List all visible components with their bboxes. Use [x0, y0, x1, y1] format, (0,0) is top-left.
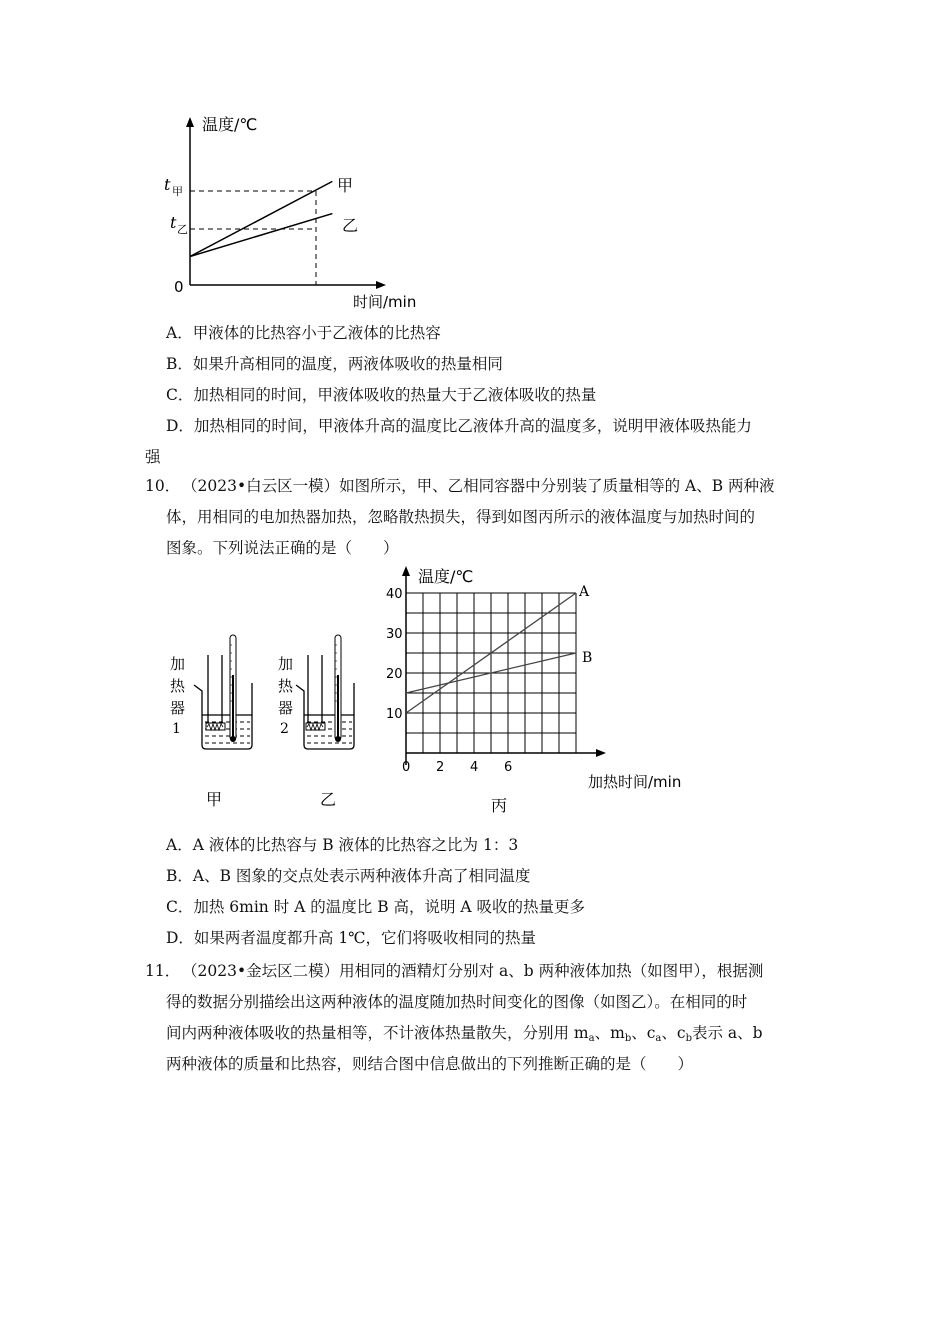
q10-beakers-figure: [160, 625, 370, 815]
q10-stem-line-3: 图象。下列说法正确的是（ ）: [166, 539, 399, 557]
q10-ticks: [386, 587, 512, 775]
beaker-1: [170, 635, 252, 809]
q9-option-c: C．加热相同的时间，甲液体吸收的热量大于乙液体吸收的热量: [166, 386, 597, 404]
q10-x-tick-label: 6: [504, 760, 513, 775]
heater-2-label-char-2: 热: [278, 677, 294, 695]
q9-graph: [150, 105, 440, 315]
q9-y-arrow: [186, 117, 194, 127]
heater-1-label-char-4: 1: [172, 721, 181, 737]
q11-stem-3-post: 表示 a、b: [691, 1024, 763, 1042]
beaker-1-body: [194, 683, 252, 749]
q9-tyi-label: t: [170, 213, 177, 232]
q10-y-arrow: [402, 566, 410, 576]
heater-2-label-char-3: 器: [278, 699, 294, 717]
heater-2-label-char-4: 2: [280, 721, 289, 737]
q9-tyi-sub: 乙: [177, 223, 188, 236]
beaker-1-caption: 甲: [206, 790, 223, 809]
q10-stem-line-2: 体，用相同的电加热器加热，忽略散热损失，得到如图丙所示的液体温度与加热时间的: [166, 508, 756, 526]
q11-sub-cb: b: [685, 1033, 692, 1044]
q10-option-d: D．如果两者温度都升高 1℃，它们将吸收相同的热量: [166, 929, 537, 947]
heater-1-label-char-3: 器: [170, 699, 186, 717]
q9-x-arrow: [376, 281, 386, 289]
beaker-2-body: [296, 683, 354, 749]
q11-sep-3: 、c: [661, 1024, 686, 1042]
q10-chart-caption: 丙: [491, 796, 508, 815]
q10-line-a-label: A: [579, 584, 590, 600]
q9-line-yi-label: 乙: [342, 216, 359, 235]
q9-option-b: B．如果升高相同的温度，两液体吸收的热量相同: [166, 355, 503, 373]
q9-option-d: D．加热相同的时间，甲液体升高的温度比乙液体升高的温度多，说明甲液体吸热能力: [166, 417, 752, 435]
q9-tjia-sub: 甲: [172, 185, 183, 198]
beaker-2: [278, 635, 354, 809]
q9-option-d-wrap: 强: [145, 448, 161, 466]
q10-x-axis-label: 加热时间/min: [588, 773, 682, 791]
q9-line-jia-label: 甲: [337, 176, 354, 195]
q11-sub-mb: b: [624, 1033, 632, 1044]
q11-sep-2: 、c: [631, 1024, 656, 1042]
q10-y-axis-label: 温度/℃: [418, 567, 474, 586]
heater-1-label-char-2: 热: [170, 677, 186, 695]
q10-chart: [380, 560, 700, 820]
q11-sub-ca: a: [655, 1033, 662, 1044]
q10-line-b-label: B: [582, 650, 593, 666]
q10-option-b: B．A、B 图象的交点处表示两种液体升高了相同温度: [166, 867, 531, 885]
thermometer-2-bulb: [335, 736, 341, 742]
q11-stem-line-1: （2023•金坛区二模）用相同的酒精灯分别对 a、b 两种液体加热（如图甲），根据测: [182, 962, 764, 980]
q11-stem-line-3: [166, 1022, 763, 1050]
q10-x-arrow: [596, 749, 606, 757]
q10-number: 10．: [145, 477, 181, 495]
q10-stem-line-1: （2023•白云区一模）如图所示，甲、乙相同容器中分别装了质量相等的 A、B 两种液: [182, 477, 775, 495]
q11-stem-line-4: 两种液体的质量和比热容，则结合图中信息做出的下列推断正确的是（ ）: [166, 1055, 694, 1073]
q10-option-a: A．A 液体的比热容与 B 液体的比热容之比为 1：3: [166, 836, 519, 854]
q11-sep-1: 、m: [594, 1024, 625, 1042]
q10-y-tick-label: 30: [386, 627, 403, 642]
q10-y-tick-label: 10: [386, 707, 403, 722]
thermometer-1-bulb: [230, 736, 236, 742]
q10-y-tick-label: 40: [386, 587, 403, 602]
q10-x-tick-label: 0: [402, 760, 411, 775]
q9-x-axis-label: 时间/min: [353, 293, 417, 311]
q10-y-tick-label: 20: [386, 667, 403, 682]
q9-option-a: A．甲液体的比热容小于乙液体的比热容: [166, 324, 441, 342]
q11-sub-ma: a: [588, 1033, 595, 1044]
q9-line-jia: [190, 181, 332, 256]
q11-stem-3-pre: 间内两种液体吸收的热量相等，不计液体热量散失，分别用 m: [166, 1024, 589, 1042]
q9-tjia-label: t: [164, 175, 171, 194]
q11-number: 11．: [145, 962, 181, 980]
q9-line-yi: [190, 214, 332, 257]
q9-origin-label: 0: [174, 278, 184, 296]
q9-y-axis-label: 温度/℃: [202, 115, 258, 134]
beaker-2-caption: 乙: [320, 790, 337, 809]
q10-x-tick-label: 4: [470, 760, 479, 775]
heater-2-label-char-1: 加: [278, 655, 294, 673]
q10-option-c: C．加热 6min 时 A 的温度比 B 高，说明 A 吸收的热量更多: [166, 898, 586, 916]
heater-1-label-char-1: 加: [170, 655, 186, 673]
q11-stem-line-2: 得的数据分别描绘出这两种液体的温度随加热时间变化的图像（如图乙）。在相同的时: [166, 993, 748, 1011]
q10-x-tick-label: 2: [436, 760, 445, 775]
